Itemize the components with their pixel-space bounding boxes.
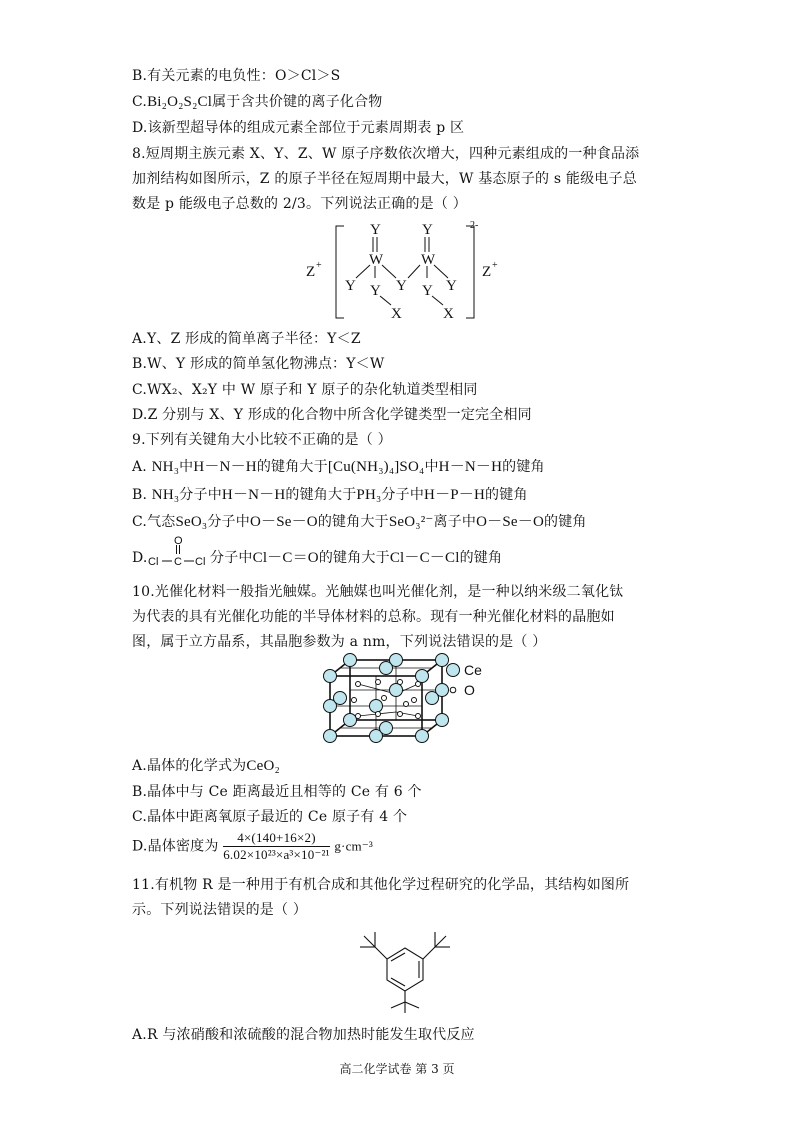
q7-option-d: D.该新型超导体的组成元素全部位于元素周期表 p 区 xyxy=(132,120,465,136)
atom-o: O xyxy=(174,535,183,547)
option-prefix: A. xyxy=(132,459,152,475)
q9-option-d xyxy=(210,549,502,567)
phosgene-structure xyxy=(148,535,208,569)
formula: SeO₃ xyxy=(175,514,208,530)
option-text: A.晶体的化学式为 xyxy=(132,758,247,774)
option-text: 分子中 xyxy=(207,514,250,530)
option-text: 的键角 xyxy=(502,459,545,475)
option-text: 分子中 xyxy=(381,487,425,503)
option-text: 属于含共价键的离子化合物 xyxy=(212,94,383,110)
page-footer: 高二化学试卷 第 3 页 xyxy=(339,1062,455,1076)
option-text: 的键角 xyxy=(459,550,503,566)
z-charge-right: + xyxy=(492,260,498,271)
q11-option-a: A.R 与浓硝酸和浓硫酸的混合物加热时能发生取代反应 xyxy=(132,1027,475,1043)
q11-stem-1: 11.有机物 R 是一种用于有机合成和其他化学过程研究的化学品，其结构如图所 xyxy=(132,877,630,893)
q8-option-b: B.W、Y 形成的简单氢化物沸点：Y＜W xyxy=(132,356,385,372)
q8-stem-2: 加剂结构如图所示，Z 的原子半径在短周期中最大，W 基态原子的 s 能级电子总 xyxy=(132,171,637,187)
option-text: 的键角大于 xyxy=(318,550,390,566)
option-text: 分子中 xyxy=(210,550,253,566)
fraction-numerator: 4×(140+16×2) xyxy=(223,830,329,847)
q9-option-b xyxy=(132,486,528,504)
q8-option-d: D.Z 分别与 X、Y 形成的化合物中所含化学键类型一定完全相同 xyxy=(132,407,532,423)
legend-o-swatch xyxy=(450,687,456,693)
q9-stem: 9.下列有关键角大小比较不正确的是（ ） xyxy=(132,432,392,448)
option-text: 的键角大于 xyxy=(317,514,389,530)
option-prefix: C. xyxy=(132,514,148,530)
formula: O－Se－O xyxy=(249,514,318,530)
formula: H－N－H xyxy=(193,459,257,475)
legend-ce-label: Ce xyxy=(464,662,482,678)
z-cation-right: Z xyxy=(482,264,492,280)
atom-y: Y xyxy=(345,278,356,294)
formula: H－N－H xyxy=(221,487,286,503)
q10-stem-2: 为代表的具有光催化功能的半导体材料的总称。现有一种光催化材料的晶胞如 xyxy=(132,609,615,625)
legend-o-label: O xyxy=(464,682,475,698)
option-text: 分子中 xyxy=(179,487,222,503)
option-text: 的键角大于 xyxy=(285,487,357,503)
formula: H－P－H xyxy=(424,487,486,503)
formula: CeO₂ xyxy=(246,758,280,774)
formula: Cl－C＝O xyxy=(252,550,319,566)
formula: PH₃ xyxy=(356,487,382,503)
atom-y: Y xyxy=(446,278,457,294)
formula: O－Se－O xyxy=(476,514,545,530)
formula: Bi₂O₂S₂Cl xyxy=(147,94,213,110)
atom-x: X xyxy=(391,306,402,322)
atom-cl: Cl xyxy=(195,556,206,568)
atom-y: Y xyxy=(422,222,433,238)
q10-stem-3: 图，属于立方晶系，其晶胞参数为 a nm，下列说法错误的是（ ） xyxy=(132,634,547,650)
atom-cl: Cl xyxy=(148,556,159,568)
q10-option-c: C.晶体中距离氧原子最近的 Ce 原子有 4 个 xyxy=(132,809,408,825)
formula: H－N－H xyxy=(438,459,503,475)
option-prefix: B. xyxy=(132,487,152,503)
formula: SeO₃²⁻ xyxy=(388,514,434,530)
option-text: 气态 xyxy=(147,514,176,530)
crystal-cell-figure xyxy=(318,654,498,746)
q9-option-a xyxy=(132,458,545,476)
density-fraction xyxy=(223,830,329,863)
option-prefix: C. xyxy=(132,94,148,110)
option-text: 的键角 xyxy=(485,487,528,503)
z-charge-left: + xyxy=(316,260,322,271)
q10-stem-1: 10.光催化材料一般指光触媒。光触媒也叫光催化剂，是一种以纳米级二氧化钛 xyxy=(132,584,624,600)
q10-option-d xyxy=(132,830,373,863)
q7-option-c xyxy=(132,93,383,111)
option-text: 的键角大于 xyxy=(256,459,328,475)
fraction-denominator: 6.02×10²³×a³×10⁻²¹ xyxy=(223,847,330,862)
atom-y: Y xyxy=(422,283,433,299)
option-text: 中 xyxy=(424,459,439,475)
ion-charge: 2- xyxy=(470,220,479,231)
atom-w: W xyxy=(421,252,436,268)
q9-option-d-prefix: D. xyxy=(132,550,148,566)
q8-option-c: C.WX₂、X₂Y 中 W 原子和 Y 原子的杂化轨道类型相同 xyxy=(132,382,478,398)
density-unit: g·cm⁻³ xyxy=(334,838,374,854)
q10-option-b: B.晶体中与 Ce 距离最近且相等的 Ce 有 6 个 xyxy=(132,784,422,800)
atom-x: X xyxy=(443,306,454,322)
atom-w: W xyxy=(369,252,384,268)
q7-option-b: B.有关元素的电负性：O＞Cl＞S xyxy=(132,68,341,84)
q8-structure-figure xyxy=(300,218,520,328)
formula: NH₃ xyxy=(151,487,180,503)
tri-tert-butylbenzene-structure xyxy=(350,922,460,1014)
formula: Cl－C－Cl xyxy=(389,550,460,566)
z-cation-left: Z xyxy=(306,264,316,280)
q9-option-c xyxy=(132,513,587,531)
q8-stem-1: 8.短周期主族元素 X、Y、Z、W 原子序数依次增大，四种元素组成的一种食品添 xyxy=(132,146,640,162)
atom-y: Y xyxy=(396,278,407,294)
q11-stem-2: 示。下列说法错误的是（ ） xyxy=(132,902,308,918)
formula: [Cu(NH₃)₄]SO₄ xyxy=(327,459,425,475)
q10-option-a xyxy=(132,757,280,775)
formula: NH₃ xyxy=(151,459,180,475)
option-text: 离子中 xyxy=(433,514,477,530)
legend-ce-swatch xyxy=(447,664,460,677)
atom-c: C xyxy=(174,556,182,568)
option-text: 中 xyxy=(179,459,194,475)
q8-option-a: A.Y、Z 形成的简单离子半径：Y＜Z xyxy=(132,331,361,347)
q8-stem-3: 数是 p 能级电子总数的 2/3。下列说法正确的是（ ） xyxy=(132,196,467,212)
atom-y: Y xyxy=(370,283,381,299)
atom-y: Y xyxy=(370,222,381,238)
option-text: D.晶体密度为 xyxy=(132,838,219,855)
option-text: 的键角 xyxy=(544,514,587,530)
